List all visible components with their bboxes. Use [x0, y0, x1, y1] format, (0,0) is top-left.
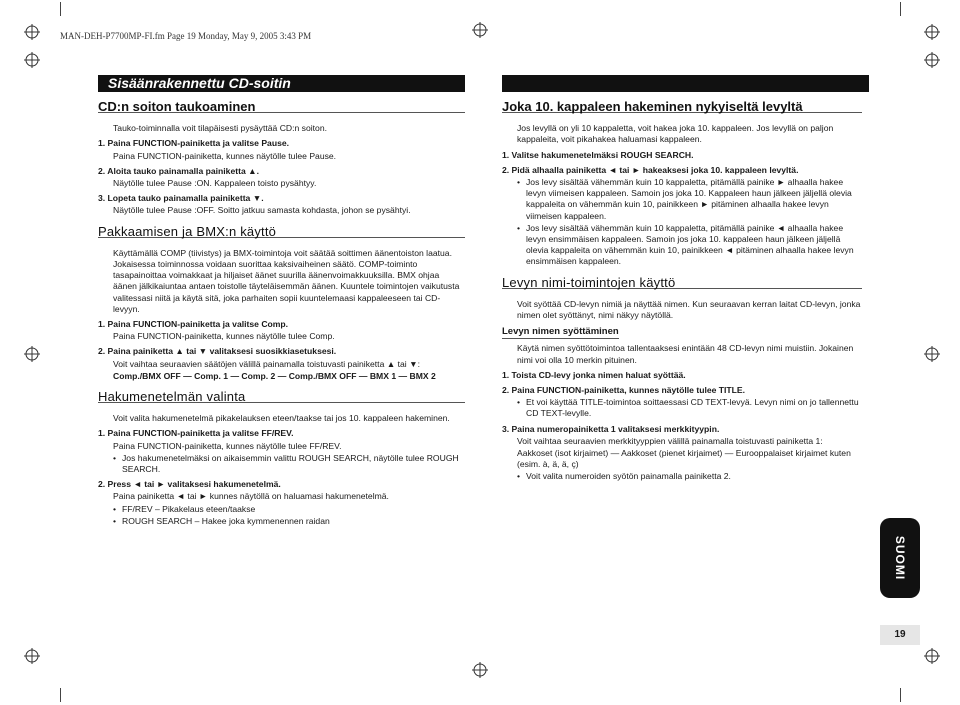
bullet-item: • Jos levy sisältää vähemmän kuin 10 kappaletta, pitämällä painike ► alhaalla hakee levyn viimeisen kappaleen. Samoin jos joka 10. Kappaleen haun jälkeen jäljellä olevia kappaleita on vähemmän kuin 10, painikkeen ► pitäminen alhaalla hakee levyn viimeisen kappaleen. — [502, 177, 862, 222]
left-column — [98, 101, 465, 531]
page-number: 19 — [880, 625, 920, 645]
file-header: MAN-DEH-P7700MP-FI.fm Page 19 Monday, May 9, 2005 3:43 PM — [60, 31, 312, 41]
paragraph: Paina FUNCTION-painiketta, kunnes näytölle tulee Comp. — [113, 331, 335, 342]
registration-mark-icon — [924, 346, 940, 362]
registration-mark-icon — [24, 346, 40, 362]
heading-bmx: Pakkaamisen ja BMX:n käyttö — [98, 226, 465, 238]
step: 2. Paina painiketta ▲ tai ▼ valitaksesi suosikkiasetuksesi. — [98, 346, 337, 357]
paragraph: Comp./BMX OFF — Comp. 1 — Comp. 2 — Comp./BMX OFF — BMX 1 — BMX 2 — [113, 370, 436, 381]
registration-mark-icon — [472, 662, 488, 678]
registration-mark-icon — [24, 24, 40, 40]
subheading: Levyn nimen syöttäminen — [502, 326, 619, 339]
registration-mark-icon — [24, 52, 40, 68]
step: 2. Pidä alhaalla painiketta ◄ tai ► hakeaksesi joka 10. kappaleen levyltä. — [502, 164, 799, 175]
bullet-item: • Et voi käyttää TITLE-toimintoa soittaessasi CD TEXT-levyä. Levyn nimi on jo tallennettu CD TEXT-levylle. — [502, 397, 862, 419]
step: 2. Press ◄ tai ► valitaksesi hakumenetelmä. — [98, 479, 281, 490]
step: 1. Toista CD-levy jonka nimen haluat syöttää. — [502, 369, 686, 380]
step: 1. Valitse hakumenetelmäksi ROUGH SEARCH. — [502, 149, 694, 160]
step: 1. Paina FUNCTION-painiketta ja valitse Comp. — [98, 319, 289, 330]
right-column — [502, 101, 862, 487]
step: 3. Lopeta tauko painamalla painiketta ▼. — [98, 193, 264, 204]
step: 1. Paina FUNCTION-painiketta ja valitse Pause. — [98, 138, 290, 149]
paragraph: Voit valita hakumenetelmä pikakelauksen eteen/taakse tai jos 10. kappaleen hakeminen. — [113, 413, 450, 424]
paragraph: Aakkoset (isot kirjaimet) — Aakkoset (pienet kirjaimet) — Eurooppalaiset kirjaimet kuten (esim. à, ä, ä, ç) — [517, 448, 851, 470]
section-title: Sisäänrakennettu CD-soitin — [108, 75, 291, 91]
bullet-item: • Jos levy sisältää vähemmän kuin 10 kappaletta, pitämällä painike ◄ alhaalla hakee levyn ensimmäisen kappaleen. Samoin jos joka 10. kappaleen haun jälkeen jäljellä olevia kappaleita on vähemmän kuin 10, painikkeen ◄ pitäminen alhaalla hakee levyn ensimmäisen kappaleen. — [502, 223, 862, 268]
crop-mark — [900, 688, 901, 702]
paragraph: Tauko-toiminnalla voit tilapäisesti pysäyttää CD:n soiton. — [113, 123, 327, 134]
heading-jump: Joka 10. kappaleen hakeminen nykyiseltä levyltä — [502, 101, 862, 113]
section-bar-right — [502, 75, 869, 92]
bullet-item: • Jos hakumenetelmäksi on aikaisemmin valittu ROUGH SEARCH, näytölle tulee ROUGH SEARCH. — [98, 453, 465, 475]
step: 3. Paina numeropainiketta 1 valitaksesi merkkityypin. — [502, 423, 720, 434]
bullet-item: • ROUGH SEARCH – Hakee joka kymmenennen raidan — [98, 516, 465, 527]
crop-mark — [60, 2, 61, 16]
language-tab — [880, 518, 920, 598]
registration-mark-icon — [924, 24, 940, 40]
heading-search: Hakumenetelmän valinta — [98, 391, 465, 403]
registration-mark-icon — [472, 22, 488, 38]
paragraph: Jos levyllä on yli 10 kappaletta, voit hakea joka 10. kappaleen. Jos levyllä on paljon kappaleita, voit pikahakea haluamasi kappaleen. — [517, 123, 834, 145]
step: 1. Paina FUNCTION-painiketta ja valitse FF/REV. — [98, 428, 294, 439]
paragraph: Paina painiketta ◄ tai ► kunnes näytöllä on haluamasi hakumenetelmä. — [113, 491, 389, 502]
registration-mark-icon — [924, 648, 940, 664]
bullet-item: • Voit valita numeroiden syötön painamalla painiketta 2. — [502, 471, 862, 482]
paragraph: Käytä nimen syöttötoimintoa tallentaaksesi enintään 48 CD-levyn nimi muistiin. Jokainen nimi voi olla 10 merkin pituinen. — [517, 343, 854, 365]
language-label: SUOMI — [893, 535, 907, 581]
paragraph: Voit vaihtaa seuraavien merkkityyppien välillä painamalla toistuvasti painiketta 1: — [517, 435, 823, 446]
registration-mark-icon — [924, 52, 940, 68]
heading-title: Levyn nimi-toimintojen käyttö — [502, 277, 862, 289]
step: 2. Aloita tauko painamalla painiketta ▲. — [98, 165, 260, 176]
paragraph: Paina FUNCTION-painiketta, kunnes näytölle tulee Pause. — [113, 150, 337, 161]
crop-mark — [60, 688, 61, 702]
crop-mark — [900, 2, 901, 16]
paragraph: Näytölle tulee Pause :ON. Kappaleen toisto pysähtyy. — [113, 178, 317, 189]
paragraph: Paina FUNCTION-painiketta, kunnes näytölle tulee FF/REV. — [113, 440, 342, 451]
registration-mark-icon — [24, 648, 40, 664]
step: 2. Paina FUNCTION-painiketta, kunnes näytölle tulee TITLE. — [502, 385, 746, 396]
paragraph: Voit vaihtaa seuraavien säätöjen välillä painamalla toistuvasti painiketta ▲ tai ▼: — [113, 358, 420, 369]
bullet-item: • FF/REV – Pikakelaus eteen/taakse — [98, 504, 465, 515]
paragraph: Voit syöttää CD-levyn nimiä ja näyttää nimen. Kun seuraavan kerran laitat CD-levyn, jonka nimen olet syöttänyt, nimi näkyy näytöllä. — [517, 298, 861, 321]
heading-pause: CD:n soiton taukoaminen — [98, 101, 465, 113]
section-title-bar — [98, 75, 465, 92]
paragraph: Käyttämällä COMP (tiivistys) ja BMX-toimintoja voit säätää soittimen äänentoiston laatua. Jokaisessa toiminnossa voidaan suorittaa kaksivaiheinen säätö. COMP-toiminto tasapainoittaa voimakkaat ja hiljaiset äänet suurilla äänenvoimakkuuksilla. BMX ohjaa äänen jälkikaiuntaa antaen toistolle täyteläisemmän äänen. Kuuntele toimintojen vaikutusta valitessasi niitä ja käytä sitä, joka parhaiten sopii kuuntelemaasi kappaleeseen tai CD-levyyn. — [113, 247, 460, 314]
paragraph: Näytölle tulee Pause :OFF. Soitto jatkuu samasta kohdasta, johon se pysähtyi. — [113, 205, 411, 216]
